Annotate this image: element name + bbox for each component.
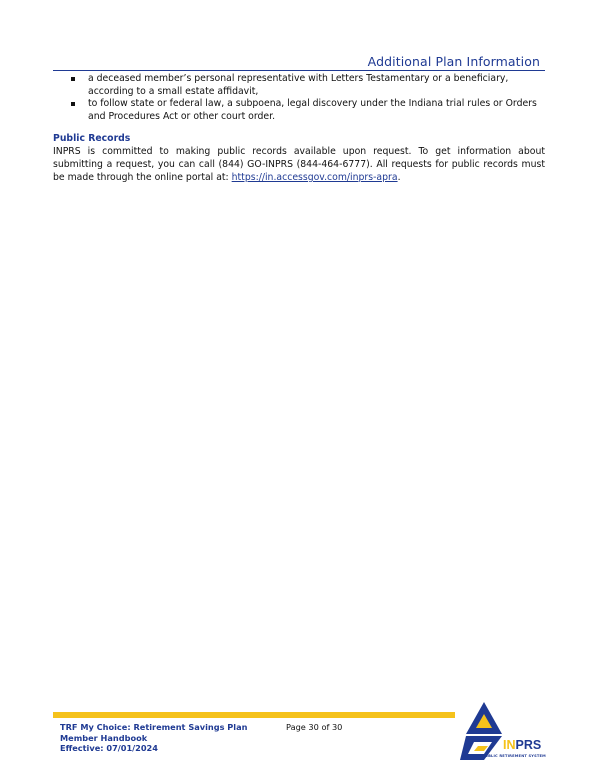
footer-effective-date: Effective: 07/01/2024 [60, 743, 158, 753]
header-divider [53, 70, 545, 71]
list-item-text: a deceased member’s personal representative with Letters Testamentary or a beneficiary, according to a small estate affidavit, [88, 73, 509, 97]
public-records-paragraph [53, 145, 545, 184]
section-heading-public-records: Public Records [53, 133, 131, 144]
list-item [53, 73, 545, 98]
square-bullet-icon [71, 102, 75, 106]
logo-in: IN [503, 738, 516, 752]
list-item-text: to follow state or federal law, a subpoena, legal discovery under the Indiana trial rules or Orders and Procedures Act or other court order. [88, 98, 537, 122]
logo-prs: PRS [515, 738, 542, 752]
footer-document-info [60, 722, 275, 754]
public-records-suffix: . [397, 172, 401, 183]
footer-doc-title: TRF My Choice: Retirement Savings Plan Member Handbook [60, 722, 248, 743]
public-records-portal-link[interactable]: https://in.accessgov.com/inprs-apra [231, 172, 398, 183]
list-item [53, 98, 545, 123]
footer-accent-bar [53, 712, 455, 718]
footer-page-number: Page 30 of 30 [286, 722, 343, 732]
inprs-logo-wordmark [503, 738, 541, 752]
square-bullet-icon [71, 77, 75, 81]
inprs-logo-tagline: INDIANA PUBLIC RETIREMENT SYSTEM [462, 754, 546, 758]
bullet-list [53, 73, 545, 123]
public-records-body: INPRS is committed to making public records available upon request. To get information about submitting a request, you can call (844) GO-INPRS (844-464-6777). All requests for public records must be made through the online portal at: [53, 146, 545, 183]
inprs-logo-icon [458, 700, 548, 762]
page-header-title: Additional Plan Information [367, 54, 540, 69]
